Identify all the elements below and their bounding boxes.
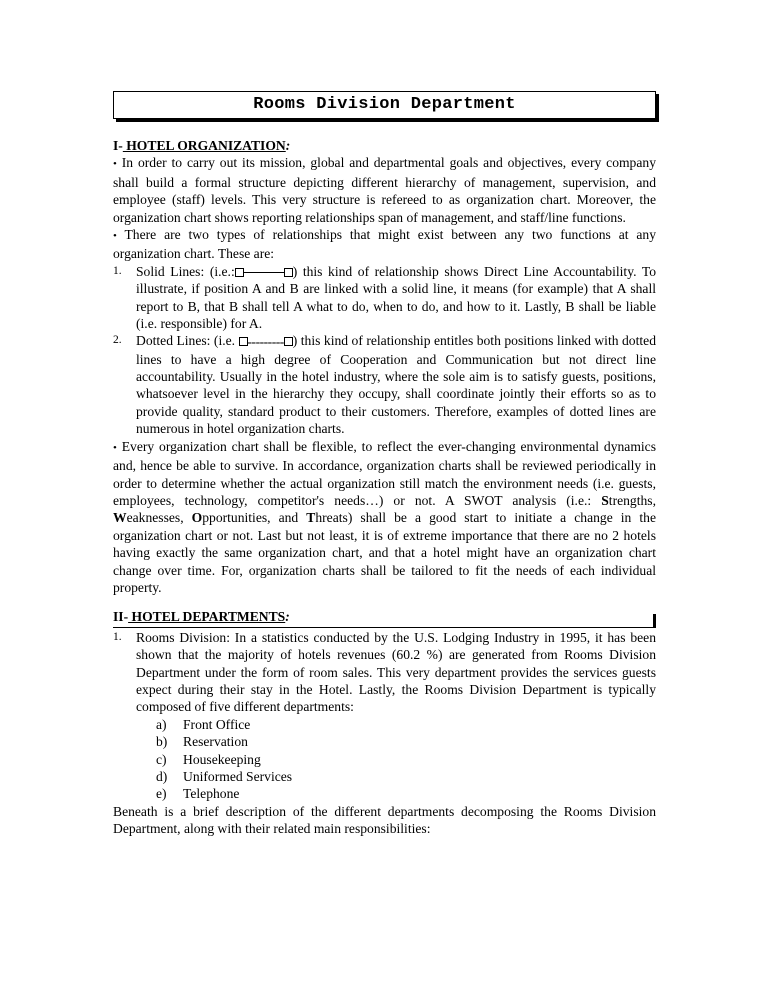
section-heading-departments — [113, 608, 656, 627]
relationship-list — [113, 263, 656, 438]
paragraph-organization-intro — [113, 154, 656, 226]
list-item-text: Dotted Lines: (i.e. — [136, 333, 239, 349]
section-hotel-departments — [113, 608, 656, 837]
paragraph-closing: Beneath is a brief description of the different departments decomposing the Rooms Division Department, along with their related main responsibilities: — [113, 803, 656, 837]
list-item: c) Housekeeping — [156, 751, 261, 767]
title-box — [113, 91, 656, 119]
swot-letter: T — [306, 510, 316, 526]
document-page — [113, 88, 656, 838]
bullet-icon: • — [113, 158, 117, 171]
dotted-line-diagram-icon: --------- — [239, 333, 293, 350]
bullet-icon: • — [113, 441, 117, 454]
page-title: Rooms Division Department — [253, 95, 516, 115]
swot-letter: W — [113, 510, 127, 526]
section-heading-colon: : — [285, 138, 291, 153]
list-item-rooms-division — [113, 629, 656, 803]
departments-list — [113, 629, 656, 803]
list-number: 2. — [113, 334, 122, 347]
list-item-text: Rooms Division: In a statistics conducted by the U.S. Lodging Industry in 1995, it has been shown that the majority of hotels revenues (60.2 %) are generated from Rooms Division Department under the form of room sales. This very department provides the services guests expect during their stay in the Hotel. Lastly, the Rooms Division Department is typically composed of five different departments: — [136, 629, 656, 715]
list-item: a) Front Office — [156, 716, 251, 732]
section-heading-text: HOTEL ORGANIZATION — [122, 138, 286, 153]
paragraph-text: There are two types of relationships that might exist between any two functions at any organization chart. These are: — [113, 227, 657, 262]
paragraph-text: Every organization chart shall be flexible, to reflect the ever-changing environmental dynamics and, hence be able to survive. In accordance, organization charts shall be reviewed periodically in order to determine whether the actual organization still match the environment needs (i.e. guests, employees, technology, competitor's needs…) or not. A SWOT analysis (i.e.: — [113, 438, 656, 508]
bullet-icon: • — [113, 230, 117, 243]
list-item: e) Telephone — [156, 786, 240, 802]
swot-letter: S — [601, 492, 609, 508]
list-item: b) Reservation — [156, 734, 248, 750]
section-prefix: I- — [113, 138, 123, 153]
section-hotel-organization — [113, 137, 656, 596]
list-item-text: ) this kind of relationship shows Direct Line Accountability. To illustrate, if position A and B are linked with a solid line, it means (for example) that A shall report to B, that B shall tell A what to do, when to do, and how to it. Lastly, B shall be liable (i.e. responsible) for A. — [136, 263, 656, 332]
sub-department-list — [136, 716, 656, 803]
list-item-dotted-lines — [113, 332, 656, 437]
paragraph-text: shall be a good start to initiate a change in the organization chart or not. Last but not least, it is of extreme importance that there are no 2 hotels having exactly the same organization chart, and that a hotel might have an organization chart change over time. For, organization charts shall be tailored to fit the needs of each individual property. — [113, 510, 656, 595]
section-heading-colon: : — [285, 609, 290, 625]
paragraph-text: In order to carry out its mission, global and departmental goals and objectives, every company shall build a formal structure depicting different hierarchy of management, supervision, and employee (staff) levels. This very structure is refereed to as organization chart. Moreover, the organization chart shows reporting relationships span of management, and staff/line functions. — [113, 155, 656, 225]
list-item-solid-lines — [113, 263, 656, 333]
list-item-text: Solid Lines: (i.e.: — [136, 263, 235, 279]
list-number: 1. — [113, 630, 122, 643]
section-prefix: II- — [113, 609, 129, 625]
solid-line-diagram-icon — [235, 268, 293, 277]
section-heading-organization — [113, 137, 656, 154]
list-item: d) Uniformed Services — [156, 769, 293, 785]
section-heading-text: HOTEL DEPARTMENTS — [128, 609, 286, 625]
list-item-text: ) this kind of relationship entitles both positions linked with dotted lines to have a high degree of Cooperation and Communication but not direct line accountability. Usually in the hotel industry, where the sole aim is to satisfy guests, positions, whatsoever level in the hierarchy they occupy, shall coordinate jointly their efforts so as to provide quality, standard product to their customers. Therefore, examples of dotted lines are numerous in hotel organization charts. — [136, 333, 656, 437]
paragraph-flexibility: • Every organization chart shall be flexible, to reflect the ever-changing environmental dynamics and, hence be able to survive. In accordance, organization charts shall be reviewed periodically in order to determine whether the actual organization still match the environment needs (i.e. guests, employees, technology, competitor's needs…) or not. A SWOT analysis (i.e.: Strengths, Weaknesses, Opportunities, and Threats) shall be a good start to initiate a change in the organization chart or not. Last but not least, it is of extreme importance that there are no 2 hotels having exactly the same organization chart, and that a hotel might have an organization chart change over time. For, organization charts shall be tailored to fit the needs of each individual property. — [113, 438, 656, 595]
swot-letter: O — [191, 510, 203, 526]
list-number: 1. — [113, 264, 122, 277]
paragraph-relationship-types — [113, 226, 656, 263]
